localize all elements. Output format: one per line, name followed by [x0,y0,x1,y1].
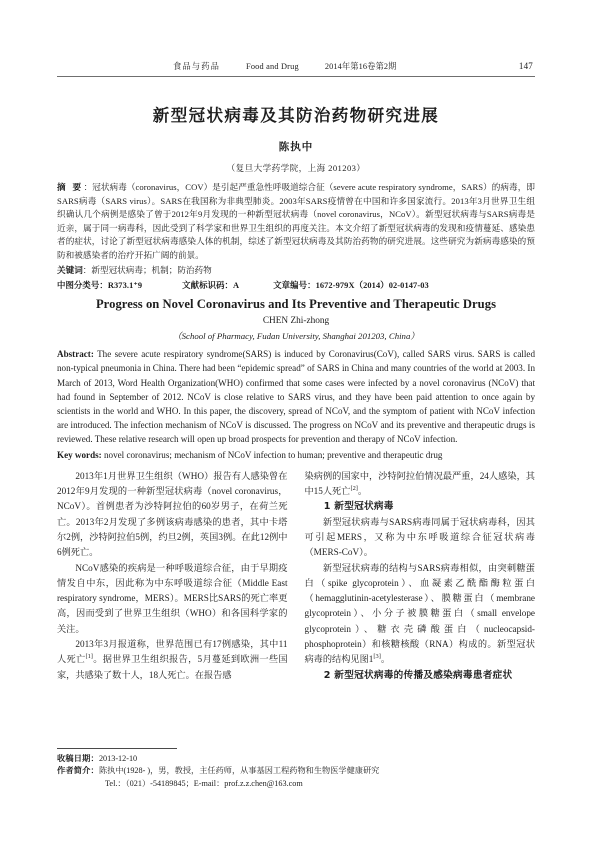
paragraph-text: 。 [357,486,368,497]
paragraph [305,469,536,500]
paragraph-text: 。 [380,654,391,665]
paragraph [305,561,536,668]
clc-label: 中图分类号： [57,281,108,291]
reference-marker: [2] [350,485,358,493]
author-bio-line [57,765,380,777]
keywords-cn-text: ：新型冠状病毒；机制；防治药物 [82,264,212,275]
classification-line [57,279,535,291]
author-bio-label: 作者简介： [57,766,99,776]
journal-name-cn: 食品与药品 [173,61,220,71]
abstract-en [57,347,535,446]
reference-marker: [1] [85,653,93,661]
keywords-en-label: Key words: [57,449,102,460]
abstract-cn-text: ：冠状病毒（coronavirus，COV）是引起严重急性呼吸道综合征（severe acute respiratory syndrome，SARS）的病毒，即SARS病毒（SARS virus）。SARS在我国称为非典型肺炎。2003年SARS疫情曾在中国和许多国家流行。2013年3月世界卫生组织确认几个病例是感染了曾于2012年9月发现的一种新型冠状病毒（novel coronavirus，NCoV）。新型冠状病毒与SARS病毒是近亲，属于同一病毒科，因此受到了科学家和世界卫生组织的再度关注。本文介绍了新型冠状病毒的发现和疫情蔓延、感染患者的症状，讨论了新型冠状病毒感染人体的机制，综述了新型冠状病毒及其防治药物的研究进展。这些研究为新病毒感染的预防和被感染者的治疗开拓广阔的前景。 [57,182,535,260]
footnote-divider [57,748,177,749]
received-date-value: 2013-12-10 [98,754,138,763]
clc-value: R373.1⁺9 [107,281,143,291]
affiliation-en: （School of Pharmacy, Fudan University, Shanghai 201203, China） [172,331,420,342]
affiliation-cn: （复旦大学药学院，上海 201203） [226,163,366,173]
paragraph: 新型冠状病毒与SARS病毒同属于冠状病毒科，因其可引起MERS，又称为中东呼吸道综合征冠状病毒（MERS-CoV）。 [304,516,535,558]
abstract-cn-label: 摘 要 [57,182,84,192]
section-heading-1: 1 新型冠状病毒 [323,501,394,513]
body-columns [57,469,535,683]
keywords-cn-label: 关键词 [57,264,83,275]
page-title-cn: 新型冠状病毒及其防治药物研究进展 [152,106,440,125]
paragraph-text: 染病例的国家中，沙特阿拉伯情况最严重，24人感染，其中15人死亡 [304,470,535,497]
article-id-label: 文章编号： [273,281,316,291]
page-title-en: Progress on Novel Coronavirus and Its Preventive and Therapeutic Drugs [95,297,497,312]
document-code-value: A [233,281,240,291]
issue-info: 2014年第16卷第2期 [324,62,397,71]
paragraph-text: 2013年3月报道称，世界范围已有17例感染，其中11人死亡 [57,639,288,665]
keywords-en-text: novel coronavirus; mechanism of NCoV infection to human; preventive and therapeutic drug [101,449,443,460]
keywords-en [57,448,535,462]
author-en: CHEN Zhi-zhong [262,316,330,327]
section-heading-2: 2 新型冠状病毒的传播及感染病毒患者症状 [323,669,513,681]
author-bio-value: 陈执中(1928- )，男，教授，主任药师，从事基因工程药物和生物医学健康研究 [98,766,380,776]
abstract-en-text: The severe acute respiratory syndrome(SARS) is induced by Coronavirus(CoV), called SARS virus. SARS is called non-typical pneumonia in China. There had been “epidemic spread” of SARS in China and many countries of the world at 2003. In March of 2013, Word Health Organization(WHO) confirmed that some cases were infected by a novel coronavirus (NCoV) that had found in September of 2012. NCoV is close relative to SARS virus, and they have been paid attention to once again by scientists in the world and WHO. In this paper, the discovery, spread of NCoV, and the symptom of patient with NCoV infection are introduced. The infection mechanism of NCoV is discussed. The progress on NCoV and its preventive and therapeutic drugs is reviewed. These relative research will open up broad prospects for prevention and therapy of NCoV infection. [57,349,535,445]
received-date-line [57,753,307,765]
header-divider [57,76,535,77]
author-cn: 陈执中 [278,141,314,153]
abstract-cn [57,181,535,263]
paragraph [57,637,288,683]
contact-line: Tel.：（021）-54189845；E-mail：prof.z.z.chen@163.com [105,778,303,788]
paragraph: 2013年1月世界卫生组织（WHO）报告有人感染曾在2012年9月发现的一种新型冠状病毒（novel coronavirus，NCoV）。首例患者为沙特阿拉伯的60岁男子，在荷兰死亡。2013年2月发现了多例该病毒感染的患者，其中卡塔尔2例，沙特阿拉伯5例，约旦2例，英国3例。在此12例中6例死亡。 [57,470,288,558]
paragraph: NCoV感染的疾病是一种呼吸道综合征，由于早期疫情发自中东，因此称为中东呼吸道综合征（Middle East respiratory syndrome，MERS）。MERS比SARS的死亡率更高，因而受到了世界卫生组织（WHO）和各国科学家的关注。 [57,562,288,634]
paragraph-text: 。据世界卫生组织报告，5月蔓延到欧洲一些国家，共感染了数十人，18人死亡。在报告感 [57,654,288,680]
footnote-block [57,748,380,790]
reference-marker: [3] [373,653,381,661]
page-number: 147 [518,61,533,71]
article-id-value: 1672-979X（2014）02-0147-03 [315,281,429,291]
journal-name-en: Food and Drug [246,62,299,71]
right-column [305,469,536,683]
received-date-label: 收稿日期： [57,754,99,763]
keywords-cn [57,264,535,278]
left-column [57,469,288,683]
document-code-label: 文献标识码： [182,281,234,291]
running-head [57,60,535,76]
paragraph-text: 新型冠状病毒的结构与SARS病毒相似，由突刺糖蛋白（spike glycoprotein）、血凝素乙酰酯酶粒蛋白（hemagglutinin-acetylesterase）、膜糖蛋白（membrane glycoprotein）、小分子被膜糖蛋白（small envelope glycoprotein）、糖衣壳磷酸蛋白（nucleocapsid-phosphoprotein）和核糖核酸（RNA）构成的。新型冠状病毒的结构见图1 [304,562,535,665]
abstract-en-label: Abstract: [57,349,94,360]
